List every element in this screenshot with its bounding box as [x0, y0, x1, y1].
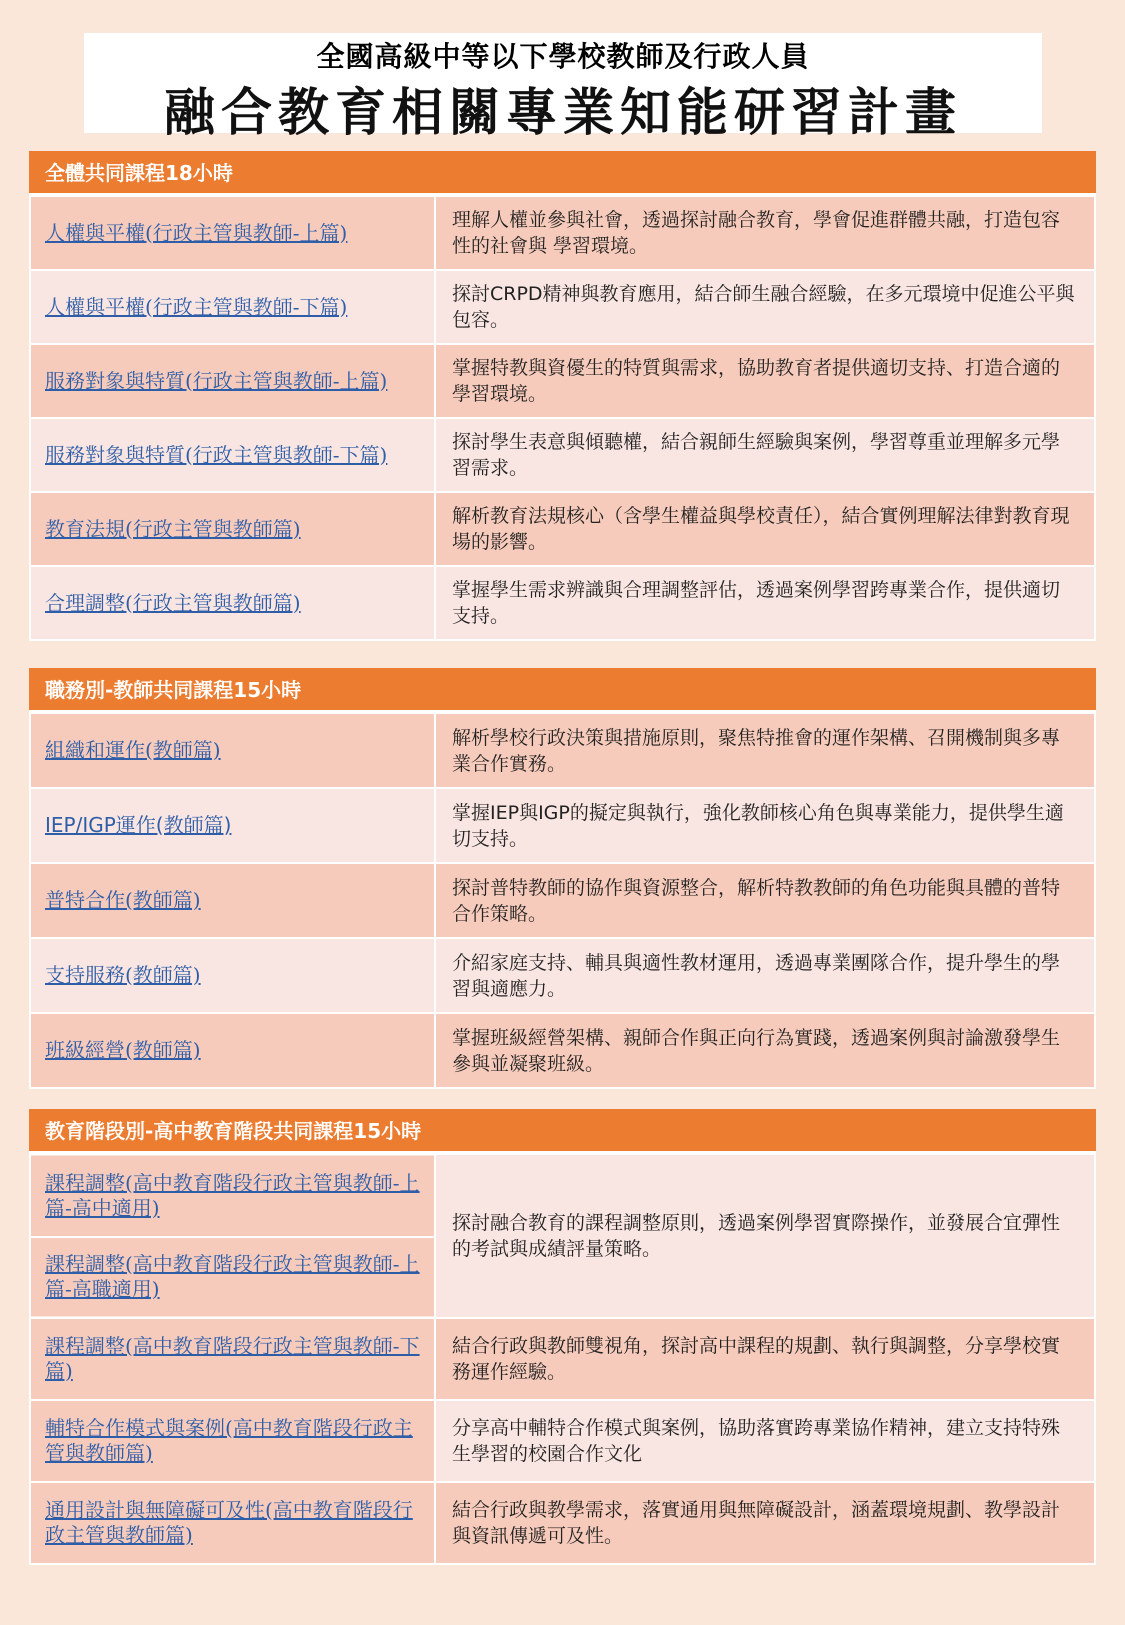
table-row [30, 418, 1095, 492]
course-description: 探討CRPD精神與教育應用，結合師生融合經驗，在多元環境中促進公平與包容。 [435, 270, 1095, 344]
course-link[interactable]: 課程調整(高中教育階段行政主管與教師-下篇) [45, 1334, 420, 1383]
section-teacher-courses [29, 668, 1096, 1089]
course-link[interactable]: 支持服務(教師篇) [45, 963, 201, 987]
title-line-1: 全國高級中等以下學校教師及行政人員 [316, 40, 810, 73]
section-highschool-courses [29, 1109, 1096, 1565]
course-link[interactable]: IEP/IGP運作(教師篇) [45, 813, 232, 837]
course-link[interactable]: 服務對象與特質(行政主管與教師-下篇) [45, 442, 388, 467]
course-link[interactable]: 班級經營(教師篇) [45, 1038, 201, 1062]
table-row [30, 1154, 1095, 1318]
course-description: 探討普特教師的協作與資源整合，解析特教教師的角色功能與具體的普特合作策略。 [435, 863, 1095, 938]
table-row [30, 938, 1095, 1013]
table-row [30, 1013, 1095, 1088]
course-description: 結合行政與教學需求，落實通用與無障礙設計，涵蓋環境規劃、教學設計與資訊傳遞可及性。 [435, 1482, 1095, 1564]
course-table [29, 195, 1096, 641]
course-description: 理解人權並參與社會，透過探討融合教育，學會促進群體共融，打造包容性的社會與 學習環境。 [435, 196, 1095, 270]
course-table [29, 1153, 1096, 1565]
course-description: 解析教育法規核心（含學生權益與學校責任），結合實例理解法律對教育現場的影響。 [435, 492, 1095, 566]
course-description: 掌握IEP與IGP的擬定與執行，強化教師核心角色與專業能力，提供學生適切支持。 [435, 788, 1095, 863]
course-description: 結合行政與教師雙視角，探討高中課程的規劃、執行與調整，分享學校實務運作經驗。 [435, 1318, 1095, 1400]
course-table [29, 712, 1096, 1089]
course-description: 解析學校行政決策與措施原則，聚焦特推會的運作架構、召開機制與多專業合作實務。 [435, 713, 1095, 788]
course-link[interactable]: 組織和運作(教師篇) [45, 738, 221, 762]
table-row [30, 1318, 1095, 1400]
course-description: 掌握學生需求辨識與合理調整評估，透過案例學習跨專業合作，提供適切支持。 [435, 566, 1095, 640]
course-link[interactable]: 普特合作(教師篇) [45, 888, 201, 912]
table-row [30, 566, 1095, 640]
course-description: 分享高中輔特合作模式與案例，協助落實跨專業協作精神，建立支持特殊生學習的校園合作文化 [435, 1400, 1095, 1482]
course-description: 探討學生表意與傾聽權，結合親師生經驗與案例，學習尊重並理解多元學習需求。 [435, 418, 1095, 492]
course-description: 掌握特教與資優生的特質與需求，協助教育者提供適切支持、打造合適的學習環境。 [435, 344, 1095, 418]
course-link[interactable]: 輔特合作模式與案例(高中教育階段行政主管與教師篇) [45, 1416, 413, 1465]
course-link[interactable]: 服務對象與特質(行政主管與教師-上篇) [45, 368, 388, 393]
course-description: 掌握班級經營架構、親師合作與正向行為實踐，透過案例與討論激發學生參與並凝聚班級。 [435, 1013, 1095, 1088]
table-row [30, 196, 1095, 270]
table-row [30, 492, 1095, 566]
table-row [30, 1482, 1095, 1564]
course-link[interactable]: 合理調整(行政主管與教師篇) [45, 590, 301, 615]
course-description: 探討融合教育的課程調整原則，透過案例學習實際操作，並發展合宜彈性的考試與成績評量策略。 [435, 1154, 1095, 1318]
table-row [30, 1400, 1095, 1482]
course-link[interactable]: 教育法規(行政主管與教師篇) [45, 516, 301, 541]
table-row [30, 270, 1095, 344]
table-row [30, 788, 1095, 863]
course-description: 介紹家庭支持、輔具與適性教材運用，透過專業團隊合作，提升學生的學習與適應力。 [435, 938, 1095, 1013]
title-line-2: 融合教育相關專業知能研習計畫 [163, 84, 962, 143]
title-banner [84, 33, 1042, 143]
table-row [30, 863, 1095, 938]
section-common-courses [29, 151, 1096, 641]
course-link[interactable]: 課程調整(高中教育階段行政主管與教師-上篇-高職適用) [45, 1252, 420, 1301]
course-link[interactable]: 人權與平權(行政主管與教師-下篇) [45, 294, 348, 319]
course-link[interactable]: 通用設計與無障礙可及性(高中教育階段行政主管與教師篇) [45, 1498, 413, 1547]
table-row [30, 344, 1095, 418]
section-header: 職務別-教師共同課程15小時 [29, 668, 1096, 712]
section-header: 全體共同課程18小時 [29, 151, 1096, 195]
course-link[interactable]: 人權與平權(行政主管與教師-上篇) [45, 220, 348, 245]
table-row [30, 713, 1095, 788]
course-link[interactable]: 課程調整(高中教育階段行政主管與教師-上篇-高中適用) [45, 1171, 420, 1220]
section-header: 教育階段別-高中教育階段共同課程15小時 [29, 1109, 1096, 1153]
